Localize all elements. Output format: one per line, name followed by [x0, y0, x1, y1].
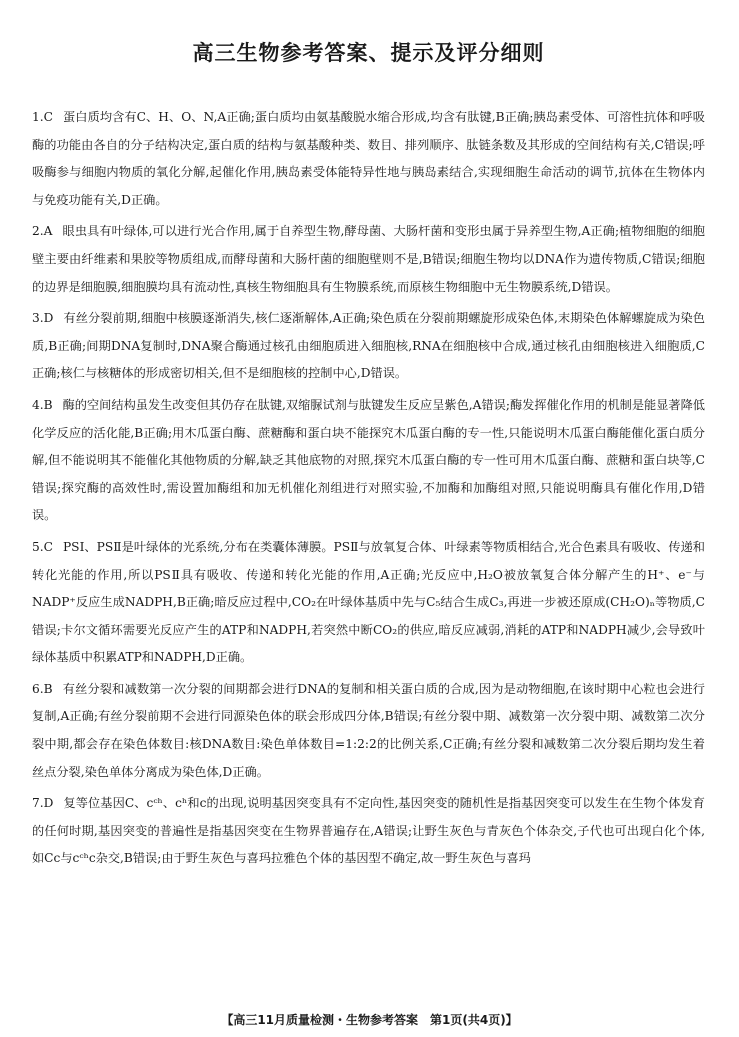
answer-key: D: [43, 311, 54, 326]
answer-text: 有丝分裂和减数第一次分裂的间期都会进行DNA的复制和相关蛋白质的合成,因为是动物细胞,在该时期中心粒也会进行复制,A正确;有丝分裂前期不会进行同源染色体的联会形成四分体,B错误;有丝分裂中期、减数第一次分裂中期、减数第二次分裂中期,都会存在染色体数目:核DNA数目:染色单体数目=1:2:2的比例关系,C正确;有丝分裂和减数第二次分裂后期均发生着丝点分裂,染色单体分离成为染色体,D正确。: [32, 681, 705, 779]
answer-key: C: [43, 539, 53, 554]
answer-key: B: [43, 681, 53, 696]
answer-key: C: [43, 110, 53, 124]
answer-item: [32, 392, 705, 530]
answer-item: [32, 104, 705, 214]
answer-key: B: [43, 397, 53, 412]
answer-item: [32, 676, 705, 786]
answer-text: 有丝分裂前期,细胞中核膜逐渐消失,核仁逐渐解体,A正确;染色质在分裂前期螺旋形成染色体,末期染色体解螺旋成为染色质,B正确;间期DNA复制时,DNA聚合酶通过核孔由细胞质进入细胞核,RNA在细胞核中合成,通过核孔由细胞核进入细胞质,C正确;核仁与核糖体的形成密切相关,但不是细胞核的控制中心,D错误。: [32, 311, 705, 381]
answer-text: PSⅠ、PSⅡ是叶绿体的光系统,分布在类囊体薄膜。PSⅡ与放氧复合体、叶绿素等物质相结合,光合色素具有吸收、传递和转化光能的作用,所以PSⅡ具有吸收、传递和转化光能的作用,A正确;光反应中,H₂O被放氧复合体分解产生的H⁺、e⁻与NADP⁺反应生成NADPH,B正确;暗反应过程中,CO₂在叶绿体基质中先与C₅结合生成C₃,再进一步被还原成(CH₂O)ₙ等物质,C错误;卡尔文循环需要光反应产生的ATP和NADPH,若突然中断CO₂的供应,暗反应减弱,消耗的ATP和NADPH减少,会导致叶绿体基质中积累ATP和NADPH,D正确。: [32, 539, 705, 665]
answer-text: 眼虫具有叶绿体,可以进行光合作用,属于自养型生物,酵母菌、大肠杆菌和变形虫属于异养型生物,A正确;植物细胞的细胞壁主要由纤维素和果胶等物质组成,而酵母菌和大肠杆菌的细胞壁则不是,B错误;细胞生物均以DNA作为遗传物质,C错误;细胞的边界是细胞膜,细胞膜均具有流动性,真核生物细胞具有生物膜系统,而原核生物细胞中无生物膜系统,D错误。: [32, 224, 705, 294]
answer-number: 6.: [32, 681, 44, 696]
answer-text: 复等位基因C、cᶜʰ、cʰ和c的出现,说明基因突变具有不定向性,基因突变的随机性是指基因突变可以发生在生物个体发育的任何时期,基因突变的普遍性是指基因突变在生物界普遍存在,A错误;让野生灰色与青灰色个体杂交,子代也可出现白化个体,如Cc与cᶜʰc杂交,B错误;由于野生灰色与喜玛拉雅色个体的基因型不确定,故一野生灰色与喜玛: [32, 796, 705, 866]
answer-text: 蛋白质均含有C、H、O、N,A正确;蛋白质均由氨基酸脱水缩合形成,均含有肽键,B正确;胰岛素受体、可溶性抗体和呼吸酶的功能由各自的分子结构决定,蛋白质的结构与氨基酸种类、数目、排列顺序、肽链条数及其形成的空间结构有关,C错误;呼吸酶参与细胞内物质的氧化分解,起催化作用,胰岛素受体能特异性地与胰岛素结合,实现细胞生命活动的调节,抗体在生物体内与免疫功能有关,D正确。: [32, 110, 705, 207]
answer-key: A: [43, 224, 53, 239]
answer-key: D: [43, 796, 54, 811]
page-footer: 【高三11月质量检测・生物参考答案 第1页(共4页)】: [221, 1013, 518, 1027]
answer-item: [32, 218, 705, 301]
answer-text: 酶的空间结构虽发生改变但其仍存在肽键,双缩脲试剂与肽键发生反应呈紫色,A错误;酶发挥催化作用的机制是能显著降低化学反应的活化能,B正确;用木瓜蛋白酶、蔗糖酶和蛋白块不能探究木瓜蛋白酶的专一性,只能说明木瓜蛋白酶能催化蛋白质分解,但不能说明其不能催化其他物质的分解,缺乏其他底物的对照,探究木瓜蛋白酶的专一性可用木瓜蛋白酶、蔗糖和蛋白块等,C错误;探究酶的高效性时,需设置加酶组和加无机催化剂组进行对照实验,不加酶和加酶组对照,只能说明酶具有催化作用,D错误。: [32, 397, 705, 523]
document-title: 高三生物参考答案、提示及评分细则: [192, 41, 545, 65]
answer-item: [32, 534, 705, 672]
answer-number: 1.: [32, 110, 44, 124]
answer-list: [32, 104, 705, 873]
answer-number: 5.: [32, 539, 44, 554]
answer-item: [32, 790, 705, 873]
answer-number: 3.: [32, 311, 44, 326]
answer-number: 4.: [32, 397, 44, 412]
answer-number: 7.: [32, 796, 44, 811]
answer-item: [32, 305, 705, 388]
answer-number: 2.: [32, 224, 44, 239]
